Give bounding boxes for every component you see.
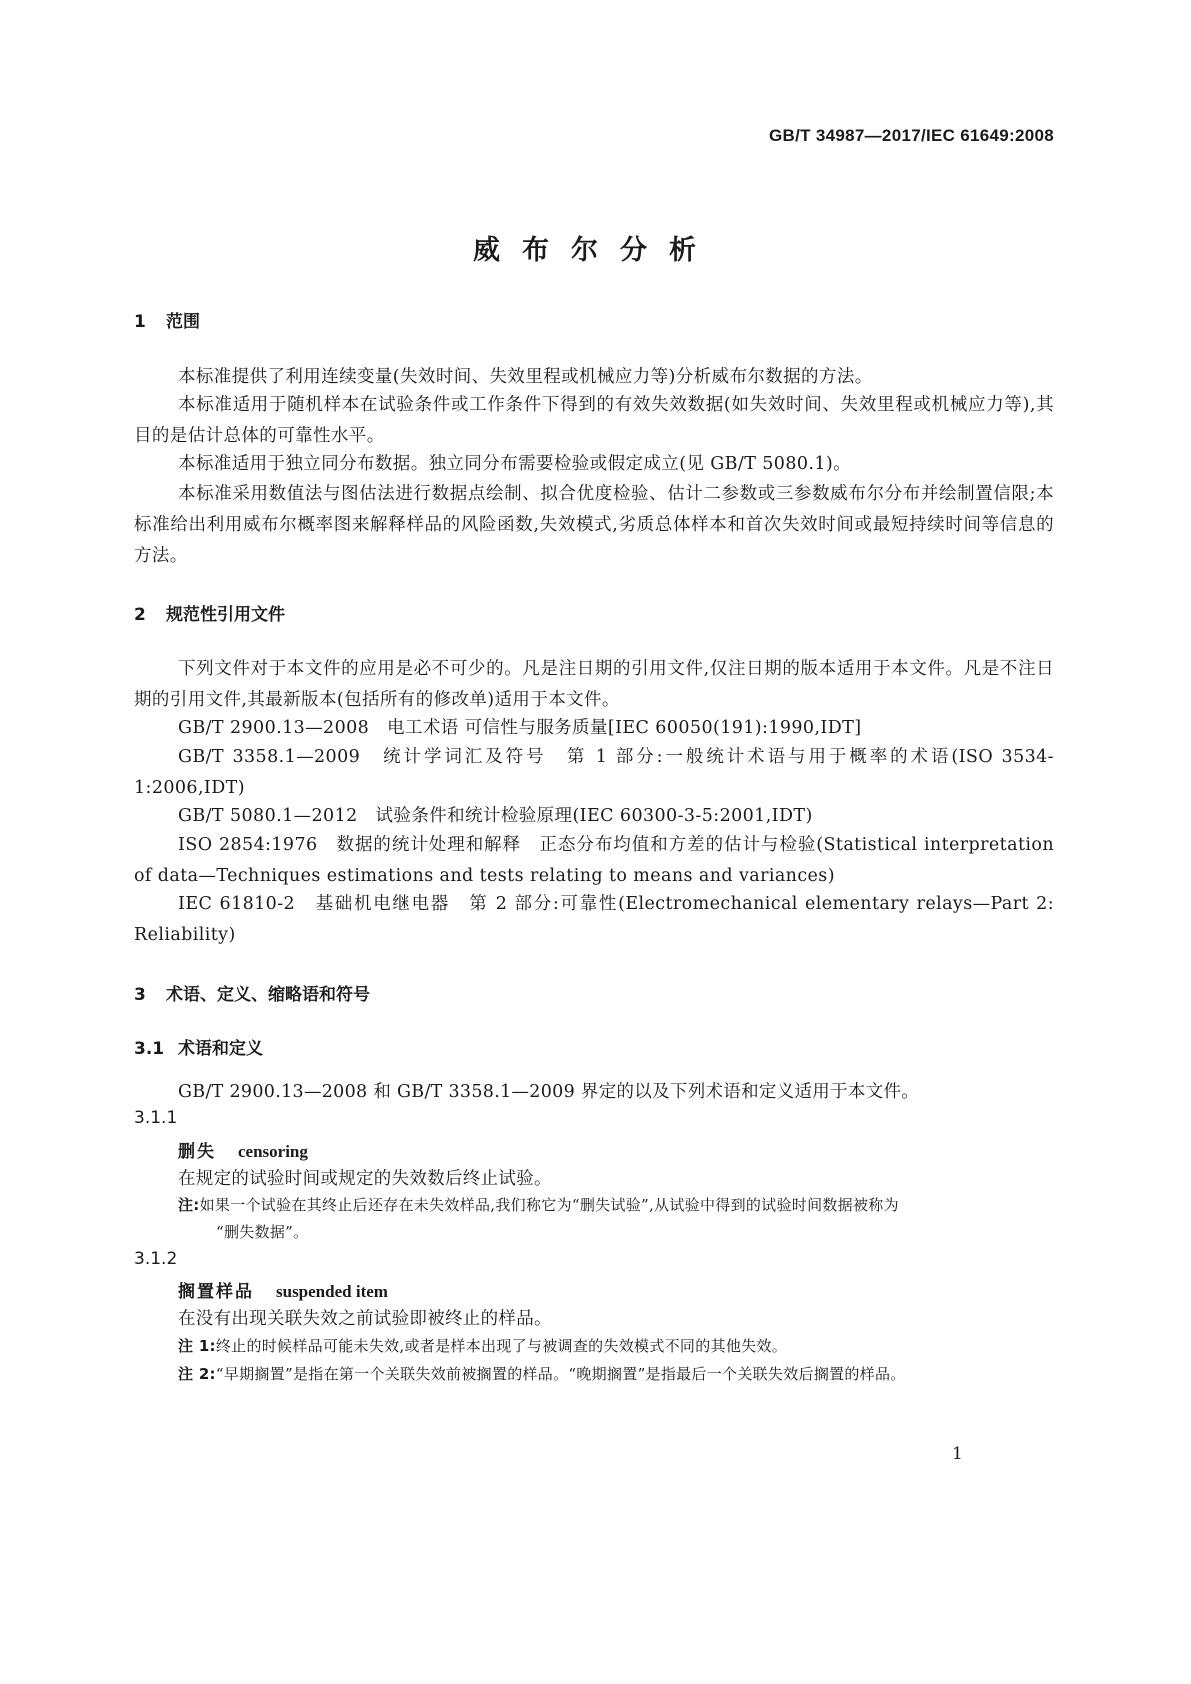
reference-item: IEC 61810-2 基础机电继电器 第 2 部分:可靠性(Electromechanical elementary relays—Part 2: Reliability)	[134, 894, 1054, 945]
term-heading	[178, 1277, 388, 1302]
note-label: 注:	[178, 1196, 200, 1214]
reference-item: GB/T 5080.1—2012 试验条件和统计检验原理(IEC 60300-3-5:2001,IDT)	[178, 806, 813, 826]
subsection-number: 3.1	[134, 1039, 165, 1059]
term-number: 3.1.1	[134, 1108, 178, 1128]
reference-item: GB/T 2900.13—2008 电工术语 可信性与服务质量[IEC 60050(191):1990,IDT]	[178, 718, 862, 738]
section-1-heading	[134, 307, 200, 332]
standard-code: GB/T 34987—2017/IEC 61649:2008	[769, 126, 1054, 145]
term-note	[178, 1192, 1054, 1246]
term-note	[178, 1333, 1054, 1360]
paragraph: 本标准适用于独立同分布数据。独立同分布需要检验或假定成立(见 GB/T 5080.1)。	[178, 454, 852, 474]
reference-item: ISO 2854:1976 数据的统计处理和解释 正态分布均值和方差的估计与检验(Statistical interpretation of data—Techniques estimations and tests relating to means and variances)	[134, 835, 1054, 886]
section-2-heading	[134, 600, 285, 625]
note-text: 终止的时候样品可能未失效,或者是样本出现了与被调查的失效模式不同的其他失效。	[215, 1337, 788, 1355]
note-label: 注 2:	[178, 1365, 216, 1383]
term-english: suspended item	[276, 1282, 388, 1301]
definitions-intro: GB/T 2900.13—2008 和 GB/T 3358.1—2009 界定的以及下列术语和定义适用于本文件。	[178, 1082, 920, 1102]
paragraph: 本标准采用数值法与图估法进行数据点绘制、拟合优度检验、估计二参数或三参数威布尔分布并绘制置信限;本标准给出利用威布尔概率图来解释样品的风险函数,失效模式,劣质总体样本和首次失效时间或最短持续时间等信息的方法。	[134, 484, 1054, 566]
term-definition: 在规定的试验时间或规定的失效数后终止试验。	[178, 1169, 552, 1189]
term-number: 3.1.2	[134, 1249, 178, 1269]
term-english: censoring	[238, 1142, 308, 1161]
term-note	[178, 1361, 1054, 1388]
term-chinese: 搁置样品	[178, 1282, 254, 1302]
section-title: 范围	[166, 312, 200, 332]
term-heading	[178, 1137, 308, 1162]
note-label: 注 1:	[178, 1337, 216, 1355]
note-text: 如果一个试验在其终止后还存在未失效样品,我们称它为“删失试验”,从试验中得到的试验时间数据被称为	[199, 1196, 899, 1214]
paragraph: 本标准适用于随机样本在试验条件或工作条件下得到的有效失效数据(如失效时间、失效里程或机械应力等),其目的是估计总体的可靠性水平。	[134, 395, 1054, 446]
note-text: “早期搁置”是指在第一个关联失效前被搁置的样品。“晚期搁置”是指最后一个关联失效后搁置的样品。	[215, 1365, 906, 1383]
section-title: 规范性引用文件	[166, 605, 285, 625]
section-number: 3	[134, 985, 146, 1005]
subsection-title: 术语和定义	[178, 1039, 263, 1059]
section-title: 术语、定义、缩略语和符号	[166, 985, 370, 1005]
section-3-heading	[134, 980, 370, 1005]
section-number: 2	[134, 605, 146, 625]
term-chinese: 删失	[178, 1142, 216, 1162]
page-number: 1	[952, 1444, 963, 1464]
paragraph: 本标准提供了利用连续变量(失效时间、失效里程或机械应力等)分析威布尔数据的方法。	[178, 367, 873, 387]
subsection-3-1-heading	[134, 1034, 263, 1059]
paragraph: 下列文件对于本文件的应用是必不可少的。凡是注日期的引用文件,仅注日期的版本适用于本文件。凡是不注日期的引用文件,其最新版本(包括所有的修改单)适用于本文件。	[134, 659, 1054, 710]
term-definition: 在没有出现关联失效之前试验即被终止的样品。	[178, 1309, 552, 1329]
reference-item: GB/T 3358.1—2009 统计学词汇及符号 第 1 部分:一般统计术语与用于概率的术语(ISO 3534-1:2006,IDT)	[134, 747, 1054, 798]
document-title: 威布尔分析	[473, 235, 718, 266]
note-text-continued: “删失数据”。	[216, 1223, 309, 1241]
section-number: 1	[134, 312, 146, 332]
